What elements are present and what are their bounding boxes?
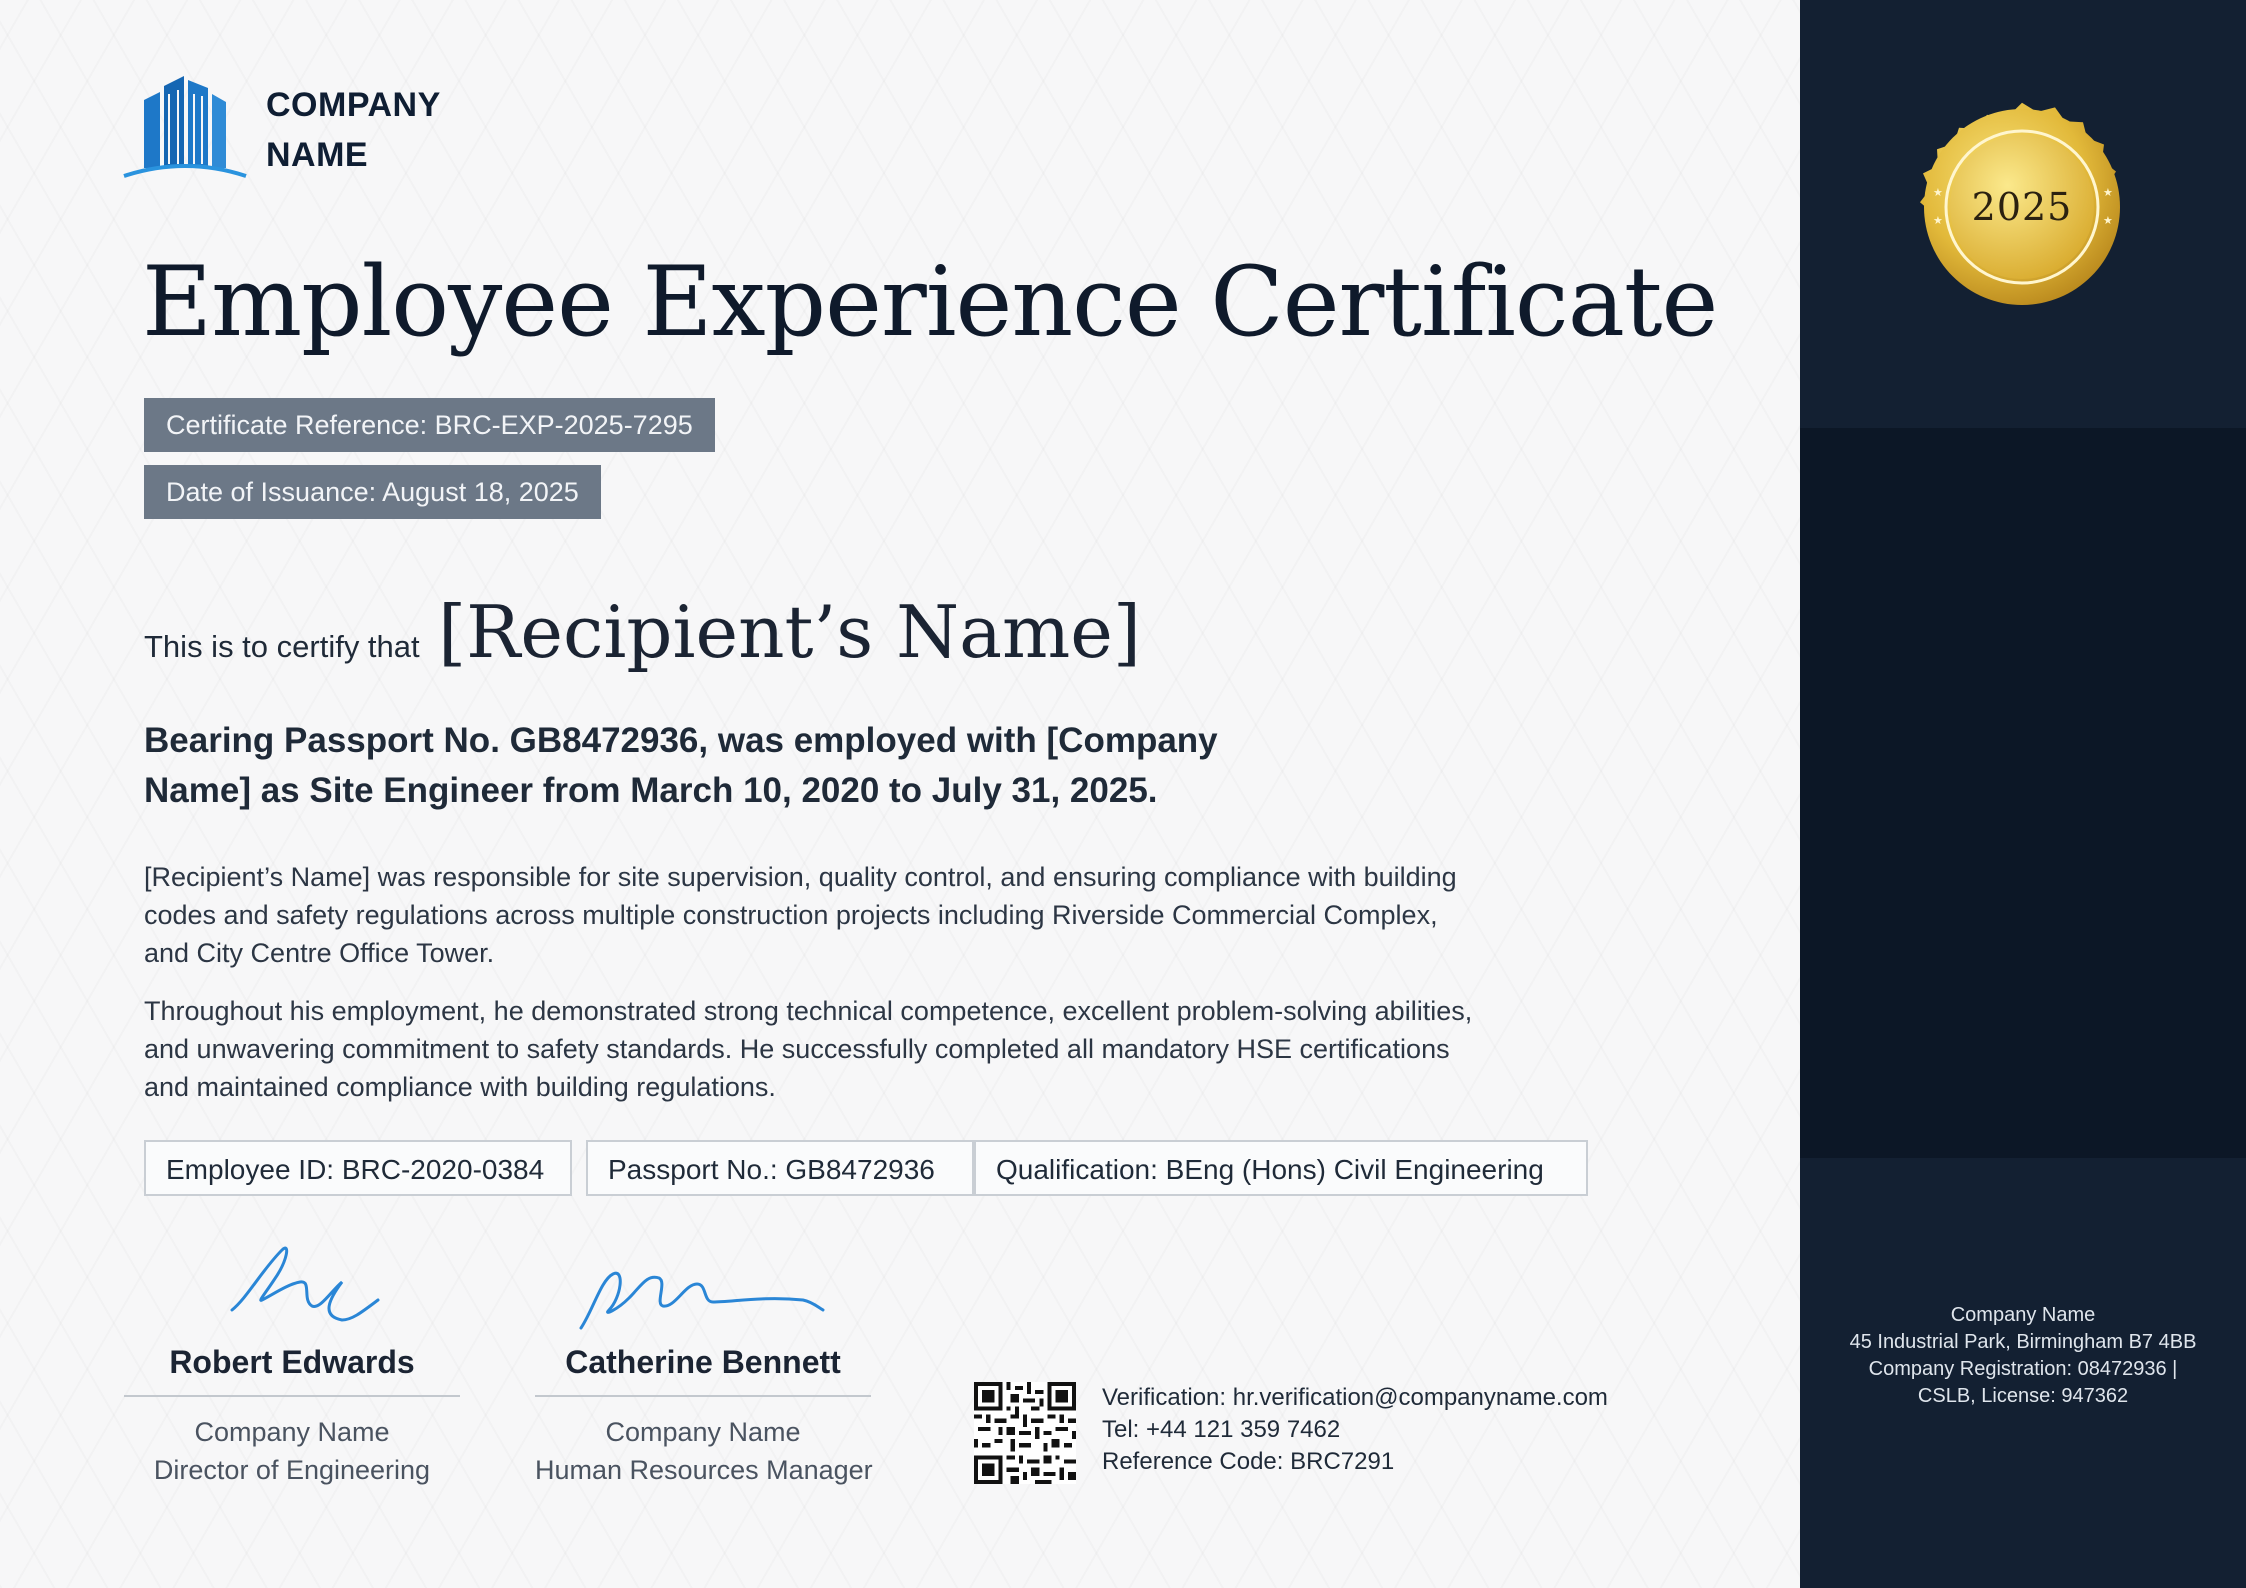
buildings-logo-icon	[122, 72, 248, 182]
svg-text:★: ★	[2103, 187, 2113, 199]
signatory-1	[124, 1240, 460, 1489]
signature-robert-icon	[192, 1240, 392, 1340]
seal-year: 2025	[1971, 185, 2073, 229]
signature-catherine-icon	[563, 1240, 843, 1340]
employment-summary: Bearing Passport No. GB8472936, was employed with [Company Name] as Site Engineer from March 10, 2020 to July 31, 2025.	[144, 721, 1218, 810]
signature-rule	[124, 1395, 460, 1397]
verification-email[interactable]: Verification: hr.verification@companyname.com	[1102, 1384, 1608, 1411]
certificate-reference-tag: Certificate Reference: BRC-EXP-2025-7295	[144, 398, 715, 452]
qr-code-icon[interactable]	[974, 1382, 1076, 1484]
signatory-1-company: Company Name	[194, 1417, 390, 1447]
svg-text:★: ★	[1933, 215, 1943, 227]
logo-line-2: NAME	[266, 136, 369, 174]
signatory-2-role: Human Resources Manager	[535, 1455, 873, 1485]
footer-license: CSLB, License: 947362	[1917, 1385, 2129, 1407]
logo-line-1: COMPANY	[266, 86, 441, 124]
signatory-2-company: Company Name	[605, 1417, 801, 1447]
certificate-title: Employee Experience Certificate	[142, 246, 1718, 358]
passport-box: Passport No.: GB8472936	[586, 1140, 974, 1196]
footer-address: 45 Industrial Park, Birmingham B7 4BB	[1849, 1331, 2197, 1353]
verification-tel: Tel: +44 121 359 7462	[1102, 1416, 1341, 1443]
footer-registration: Company Registration: 08472936 |	[1868, 1358, 2178, 1380]
recipient-name: [Recipient’s Name]	[438, 590, 1142, 674]
qualification-box: Qualification: BEng (Hons) Civil Engineering	[974, 1140, 1588, 1196]
company-logo-text	[266, 80, 441, 180]
side-panel-band	[1800, 428, 2246, 1158]
svg-text:★: ★	[2103, 215, 2113, 227]
signatory-1-role: Director of Engineering	[153, 1455, 431, 1485]
footer-company: Company Name	[1950, 1304, 2096, 1326]
signatory-2	[535, 1240, 871, 1489]
certify-line	[144, 590, 1141, 674]
employee-id-box: Employee ID: BRC-2020-0384	[144, 1140, 572, 1196]
performance-paragraph: Throughout his employment, he demonstrated strong technical competence, excellent problem-solving abilities, and unwavering commitment to safety standards. He successfully completed all mandatory HSE certifications and maintained compliance with building regulations.	[144, 996, 1473, 1102]
verification-code: Reference Code: BRC7291	[1102, 1448, 1395, 1475]
certify-lead-text: This is to certify that	[144, 629, 420, 664]
signatory-2-name: Catherine Bennett	[565, 1344, 841, 1380]
issuance-date-tag: Date of Issuance: August 18, 2025	[144, 465, 601, 519]
side-footer	[1800, 1302, 2246, 1410]
responsibilities-paragraph: [Recipient’s Name] was responsible for site supervision, quality control, and ensuring compliance with building codes and safety regulations across multiple construction projects including Riverside Commercial Complex, and City Centre Office Tower.	[144, 862, 1457, 968]
svg-text:★: ★	[1933, 187, 1943, 199]
gold-seal	[1899, 84, 2145, 330]
signatory-1-name: Robert Edwards	[169, 1344, 415, 1380]
verification-details	[1102, 1382, 1608, 1478]
signature-rule	[535, 1395, 871, 1397]
